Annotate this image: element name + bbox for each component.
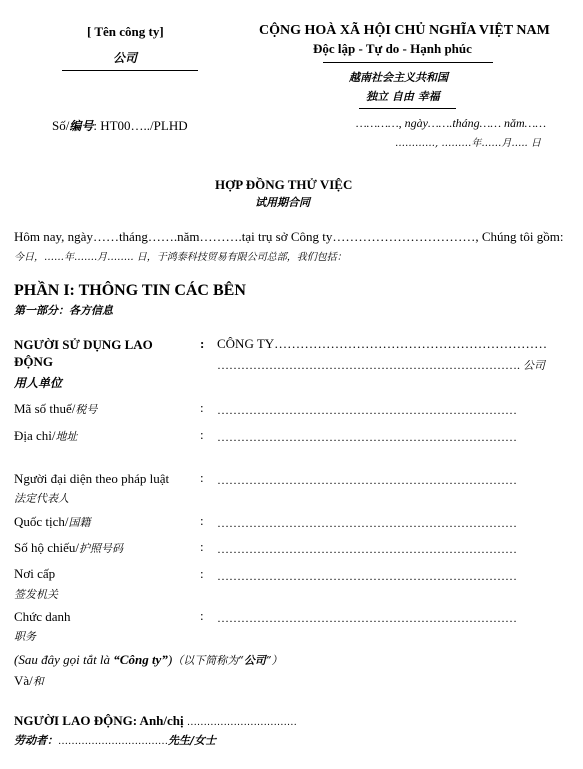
passport-number-field[interactable]: ………………………………………………………………… [217, 542, 517, 556]
field-label-cn: 职务 [14, 630, 36, 643]
country-name-vn: CỘNG HOÀ XÃ HỘI CHỦ NGHĨA VIỆT NAM [259, 23, 550, 38]
document-number: Số/编号: HT00…../PLHD [52, 118, 188, 133]
intro-vn: Hôm nay, ngày……tháng…….năm……….tại trụ sở Công ty……………………………, Chúng tôi gồm: [14, 229, 564, 244]
intro-cn: 今日，……年…….月…….. 日，于鸿泰科技贸易有限公司总部，我们包括： [14, 252, 347, 263]
section1-title-cn: 第一部分：各方信息 [14, 304, 113, 317]
motto-cn-underline [359, 108, 456, 109]
employee-name-cn-field[interactable]: …………………………… [58, 736, 168, 747]
employer-label-vn: NGƯỜI SỬ DỤNG LAO ĐỘNG [14, 337, 153, 369]
employer-value-line1: CÔNG TY……………………………………………………… [217, 336, 548, 351]
motto-cn: 独立 自由 幸福 [366, 90, 440, 103]
company-cn: 公司 [113, 51, 138, 65]
field-colon: : [200, 566, 204, 581]
field-label-cn: 法定代表人 [14, 492, 69, 505]
contract-title-vn: HỢP ĐỒNG THỬ VIỆC [215, 177, 353, 192]
contract-title-cn: 试用期合同 [255, 196, 310, 209]
header-left-divider [62, 70, 198, 71]
field-label: Nơi cấp [14, 566, 56, 581]
tax-code-field[interactable]: ………………………………………………………………… [217, 403, 517, 417]
field-label-cn: 签发机关 [14, 588, 58, 601]
and-label: Và/和 [14, 673, 44, 688]
field-label: Số hộ chiếu/护照号码 [14, 540, 123, 555]
employer-value-line2: …………………………………………………………………. 公司 [217, 358, 545, 372]
legal-representative-field[interactable]: ………………………………………………………………… [217, 473, 517, 487]
section1-title-vn: PHẦN I: THÔNG TIN CÁC BÊN [14, 282, 246, 299]
header-right-divider [323, 62, 493, 63]
field-colon: : [200, 608, 204, 623]
field-colon: : [200, 539, 204, 554]
field-colon: : [200, 427, 204, 442]
employee-label-cn: 劳动者：……………………………先生/女士 [14, 734, 217, 747]
field-label: Địa chỉ/地址 [14, 428, 78, 443]
employer-label-cn: 用人单位 [14, 376, 63, 390]
field-colon: : [200, 400, 204, 415]
address-field[interactable]: ………………………………………………………………… [217, 430, 517, 444]
employee-label-vn: NGƯỜI LAO ĐỘNG: Anh/chị …………………………… [14, 713, 297, 728]
field-label: Mã số thuế/税号 [14, 401, 98, 416]
employee-name-field[interactable]: …………………………… [186, 717, 297, 728]
field-colon: : [200, 470, 204, 485]
country-name-cn: 越南社会主义共和国 [349, 71, 448, 84]
field-label: Người đại diện theo pháp luật [14, 471, 170, 486]
motto-vn: Độc lập - Tự do - Hạnh phúc [313, 41, 472, 56]
place-of-issue-field[interactable]: ………………………………………………………………… [217, 569, 517, 583]
date-vn: …………, ngày…….tháng…… năm…… [356, 116, 547, 130]
employer-colon: : [200, 336, 205, 351]
date-cn: …………, ………年……月….. 日 [395, 138, 541, 149]
company-placeholder: [ Tên công ty] [87, 24, 164, 39]
field-label: Quốc tịch/国籍 [14, 514, 91, 529]
field-colon: : [200, 513, 204, 528]
nationality-field[interactable]: ………………………………………………………………… [217, 516, 517, 530]
position-field[interactable]: ………………………………………………………………… [217, 611, 517, 625]
field-label: Chức danh [14, 609, 71, 624]
company-alias-note: (Sau đây gọi tắt là “Công ty”)（以下简称为“公司”） [14, 652, 283, 667]
